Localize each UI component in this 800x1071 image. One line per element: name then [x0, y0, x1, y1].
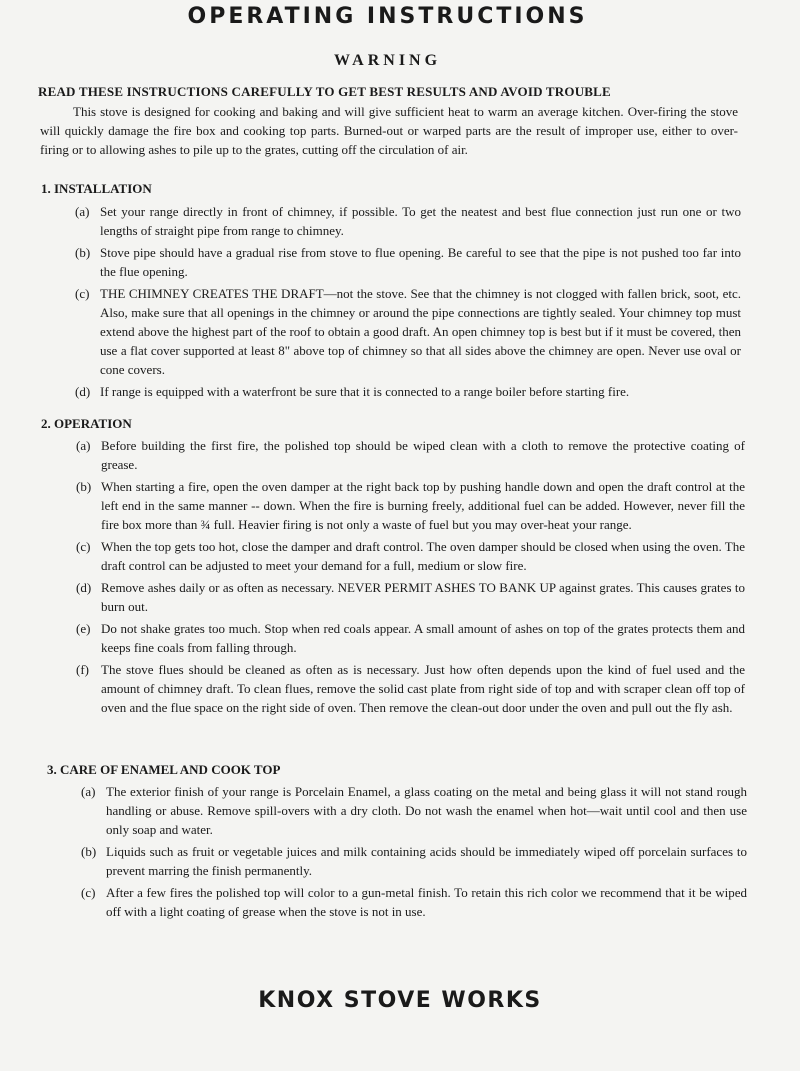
list-item — [76, 436, 745, 474]
item-label: (c) — [81, 885, 96, 900]
item-label: (a) — [81, 784, 96, 799]
item-text: When starting a fire, open the oven damper at the right back top by pushing handle down and open the draft control at the left end in the same manner -- down. When the fire is burning freely, additional fuel can be added. However, never fill the fire box more than ¾ full. Heavier firing is not only a waste of fuel but you may over-heat your range. — [101, 479, 745, 532]
section-installation — [41, 180, 741, 404]
item-label: (d) — [76, 580, 92, 595]
item-label: (c) — [75, 286, 90, 301]
item-text: Before building the first fire, the polished top should be wiped clean with a cloth to remove the protective coating of grease. — [101, 438, 745, 472]
list-item — [76, 619, 745, 657]
item-text: Remove ashes daily or as often as necessary. NEVER PERMIT ASHES TO BANK UP against grates. This causes grates to burn out. — [101, 580, 745, 614]
item-text: THE CHIMNEY CREATES THE DRAFT—not the stove. See that the chimney is not clogged with fallen brick, soot, etc. Also, make sure that all openings in the chimney or around the pipe connections are tightly sealed. Your chimney top must extend above the highest part of the roof to obtain a good draft. An open chimney top is best but if it must be covered, then use a flat cover supported at least 8" above top of chimney so that all sides above the chimney are open. Never use oval or cone covers. — [100, 286, 741, 377]
item-label: (a) — [75, 204, 90, 219]
item-label: (e) — [76, 621, 91, 636]
list-item — [76, 477, 745, 534]
warning-heading: WARNING — [333, 52, 442, 69]
item-label: (f) — [76, 662, 89, 677]
company-footer: KNOX STOVE WORKS — [258, 988, 542, 1013]
item-label: (d) — [75, 384, 91, 399]
section-heading: 1. INSTALLATION — [41, 181, 152, 196]
list-item — [81, 883, 747, 921]
read-instructions-heading: READ THESE INSTRUCTIONS CAREFULLY TO GET BEST RESULTS AND AVOID TROUBLE — [38, 84, 611, 99]
intro-paragraph: This stove is designed for cooking and baking and will give sufficient heat to warm an average kitchen. Over-firing the stove will quickly damage the fire box and cooking top parts. Burned-out or warped parts are the result of improper use, either to over-firing or to allowing ashes to pile up to the grates, cutting off the circulation of air. — [40, 104, 738, 157]
list-item — [75, 243, 741, 281]
item-text: The exterior finish of your range is Porcelain Enamel, a glass coating on the metal and being glass it will not stand rough handling or abuse. Remove spill-overs with a dry cloth. Do not wash the enamel when hot—wait until cool and then use only soap and water. — [106, 784, 747, 837]
document-title: OPERATING INSTRUCTIONS — [187, 4, 588, 29]
list-item — [81, 782, 747, 839]
item-label: (c) — [76, 539, 91, 554]
list-item — [81, 842, 747, 880]
item-text: Do not shake grates too much. Stop when red coals appear. A small amount of ashes on top of the grates protects them and keeps fine coals from falling through. — [101, 621, 745, 655]
list-item — [76, 660, 745, 717]
list-item — [75, 382, 741, 401]
section-care-of-enamel — [47, 761, 747, 924]
section-heading: 2. OPERATION — [41, 416, 132, 431]
list-item — [76, 578, 745, 616]
item-label: (b) — [76, 479, 92, 494]
item-label: (b) — [81, 844, 97, 859]
item-text: After a few fires the polished top will color to a gun-metal finish. To retain this rich color we recommend that it be wiped off with a light coating of grease when the stove is not in use. — [106, 885, 747, 919]
list-item — [75, 202, 741, 240]
section-operation — [41, 415, 745, 720]
item-text: The stove flues should be cleaned as often as is necessary. Just how often depends upon the kind of fuel used and the amount of chimney draft. To clean flues, remove the solid cast plate from right side of top and with scraper clean off top of oven and the flue space on the right side of oven. Then remove the clean-out door under the oven and pull out the fly ash. — [101, 662, 745, 715]
item-text: Stove pipe should have a gradual rise from stove to flue opening. Be careful to see that the pipe is not pushed too far into the flue opening. — [100, 245, 741, 279]
item-label: (a) — [76, 438, 91, 453]
item-text: Liquids such as fruit or vegetable juices and milk containing acids should be immediately wiped off porcelain surfaces to prevent marring the finish permanently. — [106, 844, 747, 878]
item-label: (b) — [75, 245, 91, 260]
item-text: When the top gets too hot, close the damper and draft control. The oven damper should be closed when using the oven. The draft control can be adjusted to meet your demand for a full, medium or slow fire. — [101, 539, 745, 573]
list-item — [75, 284, 741, 379]
list-item — [76, 537, 745, 575]
section-heading: 3. CARE OF ENAMEL AND COOK TOP — [47, 762, 281, 777]
item-text: If range is equipped with a waterfront be sure that it is connected to a range boiler before starting fire. — [100, 384, 630, 399]
item-text: Set your range directly in front of chimney, if possible. To get the neatest and best flue connection just run one or two lengths of straight pipe from range to chimney. — [100, 204, 741, 238]
